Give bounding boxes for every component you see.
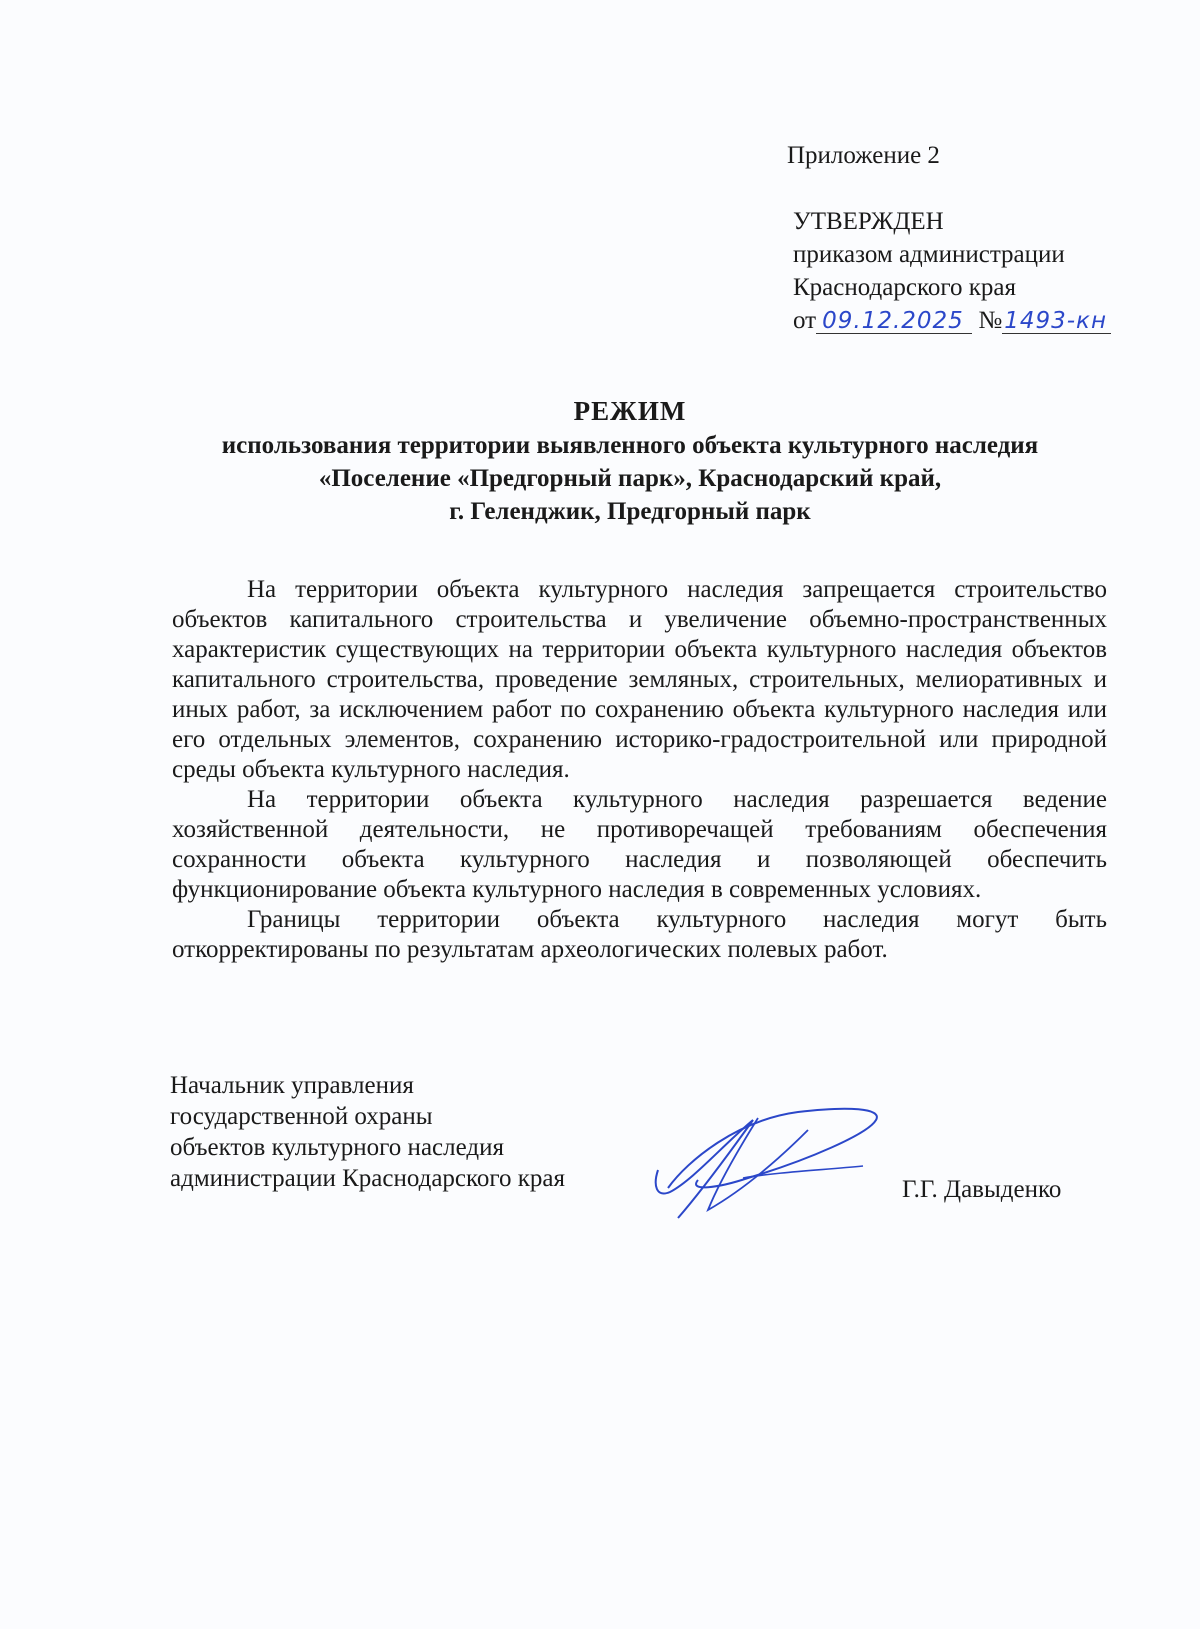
approval-status: УТВЕРЖДЕН (793, 208, 944, 235)
document-title (150, 393, 1110, 528)
approval-line-1: приказом администрации (793, 241, 1065, 268)
appendix-label: Приложение 2 (787, 142, 940, 169)
signatory-position (170, 1070, 565, 1194)
position-line: администрации Краснодарского края (170, 1165, 566, 1192)
approval-date-number-line (793, 304, 1111, 337)
approval-line-2: Краснодарского края (793, 274, 1016, 301)
title-line-1: использования территории выявленного объекта культурного наследия (221, 432, 1039, 459)
number-label: № (978, 307, 1003, 334)
document-body (172, 575, 1107, 965)
paragraph: На территории объекта культурного наследия разрешается ведение хозяйственной деятельности, не противоречащей требованиям обеспечения сохранности объекта культурного наследия и позволяющей обеспечить функционирование объекта культурного наследия в современных условиях. (172, 786, 1107, 903)
handwritten-number: 1493-кн (1002, 309, 1111, 334)
approval-block (793, 205, 1111, 337)
signatory-name: Г.Г. Давыденко (902, 1176, 1062, 1203)
title-main: РЕЖИМ (573, 396, 687, 426)
paragraph: На территории объекта культурного наследия запрещается строительство объектов капитального строительства и увеличение объемно-пространственных характеристик существующих на территории объекта культурного наследия объектов капитального строительства, проведение земляных, строительных, мелиоративных и иных работ, за исключением работ по сохранению объекта культурного наследия или его отдельных элементов, сохранению историко-градостроительной или природной среды объекта культурного наследия. (172, 576, 1107, 783)
position-line: объектов культурного наследия (170, 1134, 504, 1161)
title-line-3: г. Геленджик, Предгорный парк (449, 498, 811, 525)
handwritten-signature (648, 1100, 888, 1230)
handwritten-date: 09.12.2025 (816, 309, 972, 334)
title-line-2: «Поселение «Предгорный парк», Краснодарский край, (318, 465, 942, 492)
position-line: государственной охраны (170, 1103, 433, 1130)
from-label: от (793, 307, 817, 334)
paragraph: Границы территории объекта культурного наследия могут быть откорректированы по результатам археологических полевых работ. (172, 906, 1107, 963)
position-line: Начальник управления (170, 1072, 414, 1099)
